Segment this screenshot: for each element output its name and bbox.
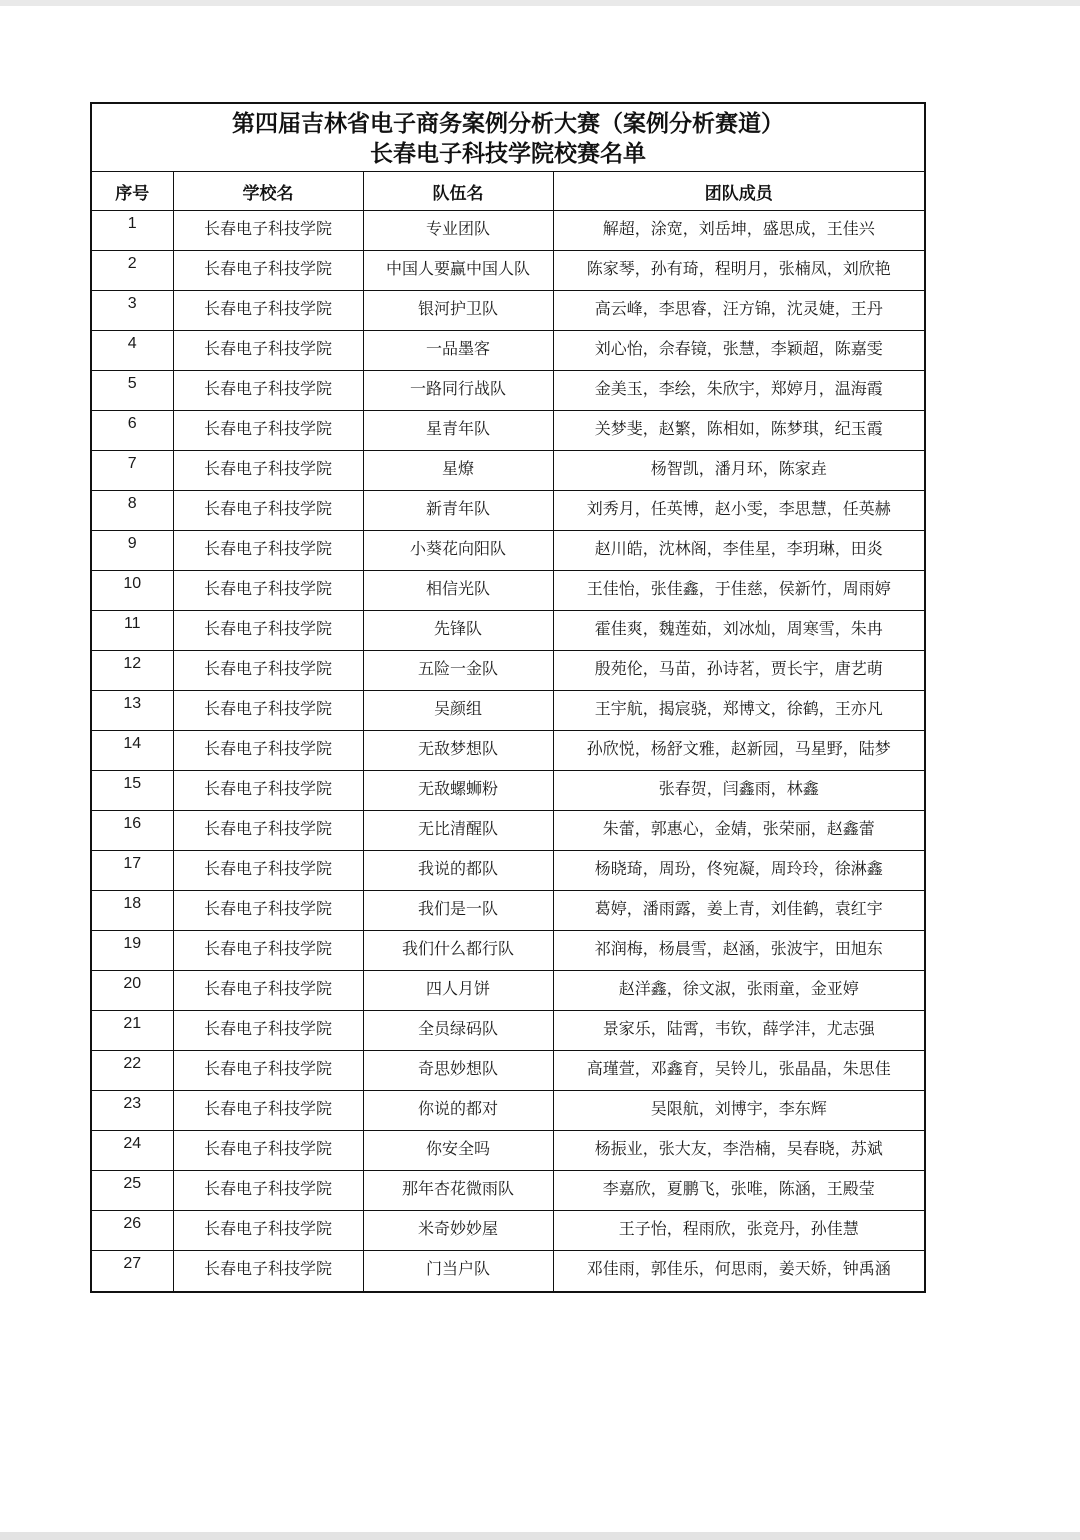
- table-row: [92, 811, 924, 851]
- table-row: [92, 651, 924, 691]
- table-row: [92, 971, 924, 1011]
- bottom-margin-band: [0, 1532, 1080, 1540]
- cell-team: 相信光队: [363, 571, 553, 611]
- cell-number: 18: [92, 891, 173, 931]
- cell-team: 你安全吗: [363, 1131, 553, 1171]
- cell-number: 9: [92, 531, 173, 571]
- cell-number: 20: [92, 971, 173, 1011]
- cell-number: 19: [92, 931, 173, 971]
- table-row: [92, 331, 924, 371]
- cell-school: 长春电子科技学院: [173, 931, 363, 971]
- cell-members: 孙欣悦，杨舒文雅，赵新园，马星野，陆梦: [553, 731, 924, 771]
- cell-number: 1: [92, 211, 173, 251]
- cell-school: 长春电子科技学院: [173, 691, 363, 731]
- cell-number: 11: [92, 611, 173, 651]
- cell-members: 金美玉，李绘，朱欣宇，郑婷月，温海霞: [553, 371, 924, 411]
- cell-team: 先锋队: [363, 611, 553, 651]
- cell-school: 长春电子科技学院: [173, 531, 363, 571]
- cell-number: 4: [92, 331, 173, 371]
- cell-members: 王佳怡，张佳鑫，于佳慈，侯新竹，周雨婷: [553, 571, 924, 611]
- top-margin-band: [0, 0, 1080, 6]
- table-header-row: [92, 172, 924, 211]
- cell-members: 葛婷，潘雨露，姜上青，刘佳鹤，袁红宇: [553, 891, 924, 931]
- header-members: 团队成员: [553, 172, 924, 211]
- cell-school: 长春电子科技学院: [173, 211, 363, 251]
- cell-number: 10: [92, 571, 173, 611]
- cell-number: 8: [92, 491, 173, 531]
- cell-team: 无敌螺蛳粉: [363, 771, 553, 811]
- cell-team: 吴颜组: [363, 691, 553, 731]
- table-row: [92, 251, 924, 291]
- cell-team: 我们是一队: [363, 891, 553, 931]
- cell-school: 长春电子科技学院: [173, 1211, 363, 1251]
- cell-school: 长春电子科技学院: [173, 411, 363, 451]
- cell-members: 景家乐，陆霄，韦钦，薛学沣，尤志强: [553, 1011, 924, 1051]
- cell-school: 长春电子科技学院: [173, 1131, 363, 1171]
- cell-number: 22: [92, 1051, 173, 1091]
- table-row: [92, 931, 924, 971]
- table-row: [92, 731, 924, 771]
- cell-number: 6: [92, 411, 173, 451]
- cell-school: 长春电子科技学院: [173, 811, 363, 851]
- table-row: [92, 691, 924, 731]
- table-row: [92, 451, 924, 491]
- cell-school: 长春电子科技学院: [173, 571, 363, 611]
- cell-members: 刘秀月，任英博，赵小雯，李思慧，任英赫: [553, 491, 924, 531]
- cell-members: 陈家琴，孙有琦，程明月，张楠凤，刘欣艳: [553, 251, 924, 291]
- cell-school: 长春电子科技学院: [173, 291, 363, 331]
- cell-members: 邓佳雨，郭佳乐，何思雨，姜天娇，钟禹涵: [586, 1259, 891, 1278]
- cell-members: 吴限航，刘博宇，李东辉: [553, 1091, 924, 1131]
- cell-members: 殷苑伦，马苗，孙诗茗，贾长宇，唐艺萌: [553, 651, 924, 691]
- table-row: [92, 1171, 924, 1211]
- cell-members: 李嘉欣，夏鹏飞，张唯，陈涵，王殿莹: [553, 1171, 924, 1211]
- cell-team: 专业团队: [363, 211, 553, 251]
- cell-team: 我们什么都行队: [363, 931, 553, 971]
- cell-members: 霍佳爽，魏莲茹，刘冰灿，周寒雪，朱冉: [553, 611, 924, 651]
- table-row: [92, 1251, 924, 1291]
- table-row: [92, 571, 924, 611]
- cell-team: 米奇妙妙屋: [363, 1211, 553, 1251]
- cell-number: 5: [92, 371, 173, 411]
- table-row: [92, 531, 924, 571]
- cell-number: 21: [92, 1011, 173, 1051]
- cell-school: 长春电子科技学院: [173, 651, 363, 691]
- roster-body: [92, 211, 924, 1291]
- cell-team: 星燎: [363, 451, 553, 491]
- cell-members: 杨晓琦，周玢，佟宛凝，周玲玲，徐淋鑫: [553, 851, 924, 891]
- roster-sheet: [90, 102, 926, 1293]
- table-row: [92, 491, 924, 531]
- cell-team: 新青年队: [363, 491, 553, 531]
- table-row: [92, 611, 924, 651]
- cell-team: 中国人要赢中国人队: [363, 251, 553, 291]
- cell-school: 长春电子科技学院: [173, 371, 363, 411]
- cell-number: 16: [92, 811, 173, 851]
- cell-team: 无敌梦想队: [363, 731, 553, 771]
- cell-members: 王子怡，程雨欣，张竞丹，孙佳慧: [553, 1211, 924, 1251]
- table-row: [92, 771, 924, 811]
- cell-members: 张春贺，闫鑫雨，林鑫: [553, 771, 924, 811]
- table-row: [92, 1211, 924, 1251]
- cell-team: 四人月饼: [363, 971, 553, 1011]
- cell-number: 23: [92, 1091, 173, 1131]
- table-row: [92, 371, 924, 411]
- cell-school: 长春电子科技学院: [173, 331, 363, 371]
- cell-members: 关梦斐，赵繁，陈相如，陈梦琪，纪玉霞: [553, 411, 924, 451]
- cell-school: 长春电子科技学院: [173, 1091, 363, 1131]
- cell-school: 长春电子科技学院: [173, 1011, 363, 1051]
- cell-number: 14: [92, 731, 173, 771]
- table-row: [92, 211, 924, 251]
- cell-team: 全员绿码队: [363, 1011, 553, 1051]
- cell-members: 王宇航，揭宸骁，郑博文，徐鹤，王亦凡: [553, 691, 924, 731]
- cell-school: 长春电子科技学院: [173, 771, 363, 811]
- cell-number: 27: [92, 1251, 173, 1291]
- cell-team: 银河护卫队: [363, 291, 553, 331]
- cell-number: 24: [92, 1131, 173, 1171]
- cell-team: 一品墨客: [363, 331, 553, 371]
- header-number: 序号: [92, 172, 173, 211]
- cell-members: 高云峰，李思睿，汪方锦，沈灵婕，王丹: [553, 291, 924, 331]
- cell-members: 杨智凯，潘月环，陈家垚: [553, 451, 924, 491]
- cell-members: 朱蕾，郭惠心，金婧，张荣丽，赵鑫蕾: [553, 811, 924, 851]
- table-row: [92, 1091, 924, 1131]
- cell-team: 那年杏花微雨队: [363, 1171, 553, 1211]
- cell-number: 17: [92, 851, 173, 891]
- table-row: [92, 1011, 924, 1051]
- cell-team: 星青年队: [363, 411, 553, 451]
- cell-team: 无比清醒队: [363, 811, 553, 851]
- cell-team: 小葵花向阳队: [363, 531, 553, 571]
- cell-school: 长春电子科技学院: [173, 1051, 363, 1091]
- table-row: [92, 291, 924, 331]
- cell-members: 赵洋鑫，徐文淑，张雨童，金亚婷: [553, 971, 924, 1011]
- cell-members: 杨振业，张大友，李浩楠，吴春晓，苏斌: [553, 1131, 924, 1171]
- title-line-competition: 第四届吉林省电子商务案例分析大赛（案例分析赛道）: [232, 111, 784, 137]
- cell-number: 3: [92, 291, 173, 331]
- title-line-roster: 长春电子科技学院校赛名单: [370, 141, 646, 167]
- cell-members: 高瑾萱，邓鑫育，吴铃儿，张晶晶，朱思佳: [553, 1051, 924, 1091]
- cell-members: 刘心怡，佘春镜，张慧，李颖超，陈嘉雯: [553, 331, 924, 371]
- table-row: [92, 1131, 924, 1171]
- header-school: 学校名: [173, 172, 363, 211]
- cell-number: 25: [92, 1171, 173, 1211]
- table-row: [92, 1051, 924, 1091]
- cell-team: 一路同行战队: [363, 371, 553, 411]
- table-row: [92, 411, 924, 451]
- cell-school: 长春电子科技学院: [173, 891, 363, 931]
- cell-school: 长春电子科技学院: [173, 851, 363, 891]
- cell-school: 长春电子科技学院: [173, 611, 363, 651]
- cell-school: 长春电子科技学院: [173, 251, 363, 291]
- cell-number: 15: [92, 771, 173, 811]
- table-row: [92, 851, 924, 891]
- cell-school: 长春电子科技学院: [173, 491, 363, 531]
- cell-number: 13: [92, 691, 173, 731]
- cell-school: 长春电子科技学院: [173, 1171, 363, 1211]
- cell-team: 奇思妙想队: [363, 1051, 553, 1091]
- cell-school: 长春电子科技学院: [173, 451, 363, 491]
- cell-team: 我说的都队: [363, 851, 553, 891]
- cell-school: 长春电子科技学院: [173, 731, 363, 771]
- cell-members: 解超，涂宽，刘岳坤，盛思成，王佳兴: [553, 211, 924, 251]
- cell-school: 长春电子科技学院: [173, 971, 363, 1011]
- cell-number: 12: [92, 651, 173, 691]
- table-row: [92, 891, 924, 931]
- cell-members: 祁润梅，杨晨雪，赵涵，张波宇，田旭东: [553, 931, 924, 971]
- cell-team: 你说的都对: [363, 1091, 553, 1131]
- cell-number: 2: [92, 251, 173, 291]
- header-team: 队伍名: [363, 172, 553, 211]
- cell-members: 赵川皓，沈林阁，李佳星，李玥琳，田炎: [553, 531, 924, 571]
- cell-team: 门当户队: [363, 1251, 553, 1291]
- cell-number: 7: [92, 451, 173, 491]
- document-title: [92, 104, 924, 172]
- roster-table: [92, 172, 924, 1291]
- cell-school: 长春电子科技学院: [173, 1251, 363, 1291]
- cell-number: 26: [92, 1211, 173, 1251]
- cell-team: 五险一金队: [363, 651, 553, 691]
